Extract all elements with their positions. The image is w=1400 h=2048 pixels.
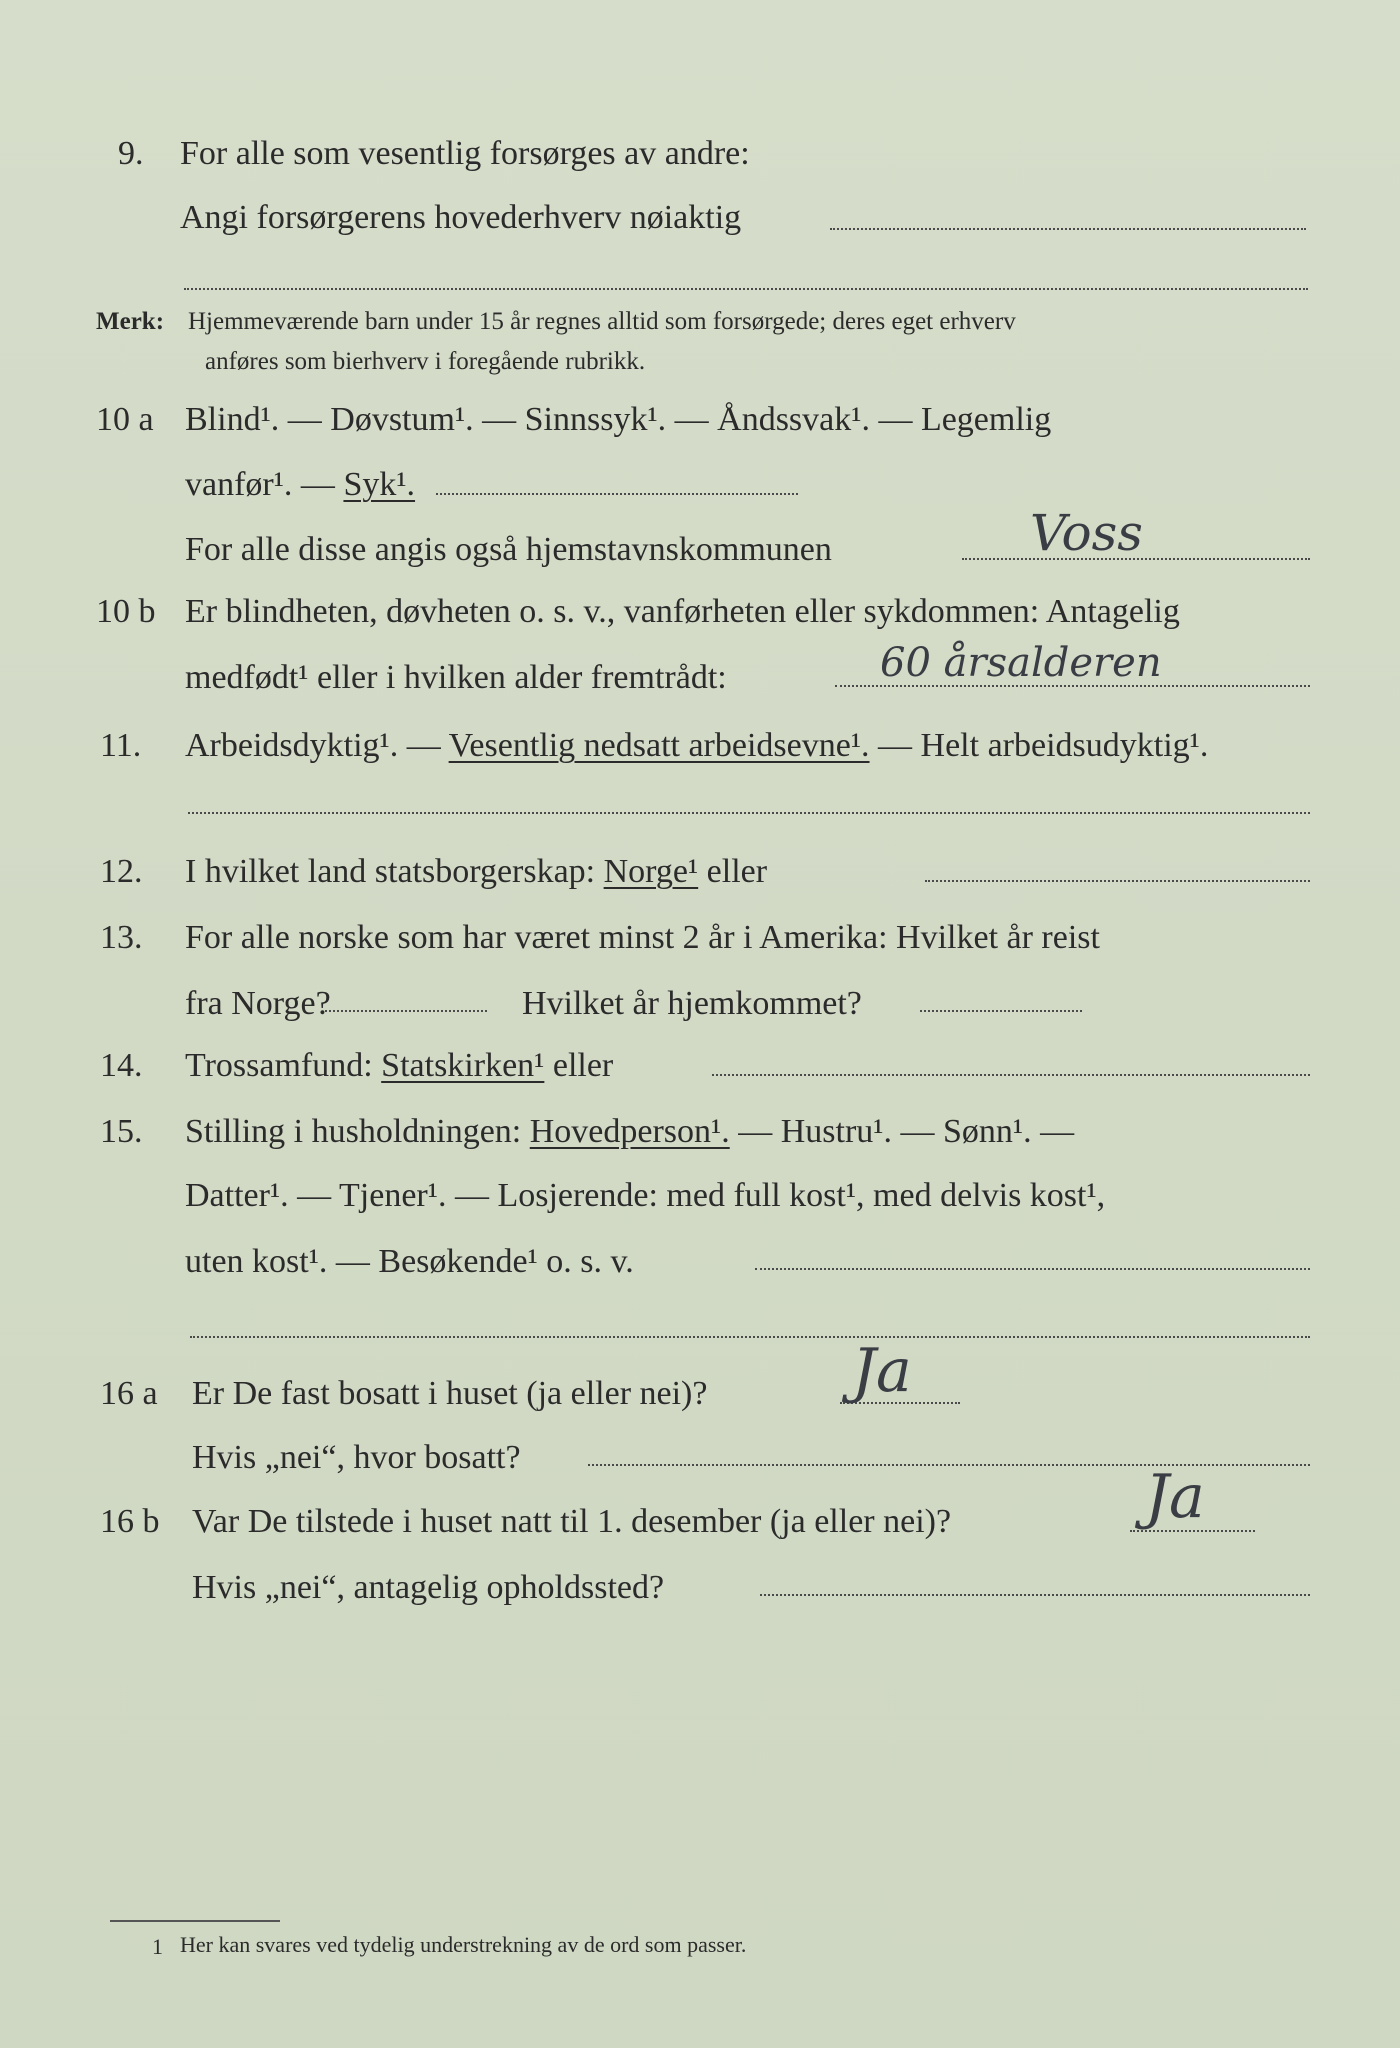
q12-prefix: I hvilket land statsborgerskap:	[185, 853, 604, 890]
q15-answer-line[interactable]	[755, 1268, 1310, 1270]
q13-line2b: Hvilket år hjemkommet?	[522, 985, 862, 1022]
q15-option-hovedperson[interactable]: Hovedperson¹.	[529, 1113, 730, 1150]
q10b-line1: Er blindheten, døvheten o. s. v., vanførheten eller sykdommen: Antagelig	[185, 593, 1180, 630]
q11-number: 11.	[100, 727, 142, 764]
q13-reist-answer-line[interactable]	[325, 1010, 487, 1012]
q10b-number: 10 b	[96, 593, 156, 630]
q14-suffix: eller	[544, 1047, 614, 1084]
footnote-mark: 1	[152, 1934, 163, 1959]
q15-line1	[185, 1112, 1074, 1152]
merk-line2: anføres som bierhverv i foregående rubrikk.	[205, 348, 646, 375]
q16b-line1: Var De tilstede i huset natt til 1. desember (ja eller nei)?	[192, 1503, 952, 1540]
q13-number: 13.	[100, 919, 143, 956]
q11-option-arbeidsdyktig[interactable]: Arbeidsdyktig¹. —	[185, 727, 449, 764]
q15-number: 15.	[100, 1113, 143, 1150]
q10b-handwritten-answer: 60 årsalderen	[880, 640, 1162, 686]
q10a-syk-option[interactable]: Syk¹.	[343, 466, 416, 503]
q10a-line2	[185, 465, 415, 505]
q14-line	[185, 1046, 613, 1086]
q10a-line1: Blind¹. — Døvstum¹. — Sinnssyk¹. — Åndssvak¹. — Legemlig	[185, 401, 1052, 438]
q15-options-rest[interactable]: — Hustru¹. — Sønn¹. —	[729, 1113, 1075, 1150]
q11-extra-line[interactable]	[188, 812, 1310, 814]
q16a-handwritten-answer: Ja	[852, 1336, 912, 1406]
q12-number: 12.	[100, 853, 143, 890]
q10a-line3: For alle disse angis også hjemstavnskommunen	[185, 531, 832, 568]
q13-hjemkommet-answer-line[interactable]	[920, 1010, 1082, 1012]
q11-option-udyktig[interactable]: — Helt arbeidsudyktig¹.	[869, 727, 1209, 764]
merk-line1: Hjemmeværende barn under 15 år regnes alltid som forsørgede; deres eget erhverv	[188, 308, 1016, 335]
q11-line	[185, 726, 1208, 766]
q16b-handwritten-answer: Ja	[1145, 1462, 1205, 1532]
q9-answer-line-2[interactable]	[184, 288, 1308, 290]
q16b-number: 16 b	[100, 1503, 160, 1540]
q13-line1: For alle norske som har været minst 2 år i Amerika: Hvilket år reist	[185, 919, 1100, 956]
q15-line2[interactable]: Datter¹. — Tjener¹. — Losjerende: med full kost¹, med delvis kost¹,	[185, 1177, 1106, 1214]
q12-line	[185, 852, 767, 892]
q14-answer-line[interactable]	[712, 1074, 1310, 1076]
q10a-line2-dots	[436, 493, 798, 495]
q9-line1: For alle som vesentlig forsørges av andre:	[180, 135, 750, 172]
q9-number: 9.	[118, 135, 144, 172]
q15-extra-line[interactable]	[190, 1336, 1310, 1338]
footnote-rule	[110, 1920, 280, 1922]
merk-label: Merk:	[96, 308, 165, 335]
q16b-line2: Hvis „nei“, antagelig opholdssted?	[192, 1569, 665, 1606]
q12-answer-line[interactable]	[925, 880, 1310, 882]
q10a-number: 10 a	[96, 401, 154, 438]
q14-option-statskirken[interactable]: Statskirken¹	[381, 1047, 545, 1084]
q12-suffix: eller	[698, 853, 768, 890]
q14-number: 14.	[100, 1047, 143, 1084]
q11-option-nedsatt[interactable]: Vesentlig nedsatt arbeidsevne¹.	[448, 727, 870, 764]
q15-line3[interactable]: uten kost¹. — Besøkende¹ o. s. v.	[185, 1243, 634, 1280]
q16b-answer-line-2[interactable]	[760, 1594, 1310, 1596]
q12-option-norge[interactable]: Norge¹	[603, 853, 699, 890]
q9-line2: Angi forsørgerens hovederhverv nøiaktig	[180, 199, 742, 236]
q16a-line2: Hvis „nei“, hvor bosatt?	[192, 1439, 521, 1476]
q10b-line2: medfødt¹ eller i hvilken alder fremtrådt:	[185, 659, 727, 696]
q13-line2a: fra Norge?	[185, 985, 331, 1022]
q10a-handwritten-answer: Voss	[1030, 504, 1143, 562]
q15-prefix: Stilling i husholdningen:	[185, 1113, 530, 1150]
q16a-line1: Er De fast bosatt i huset (ja eller nei)?	[192, 1375, 708, 1412]
q16a-number: 16 a	[100, 1375, 158, 1412]
footnote-text: Her kan svares ved tydelig understrekning av de ord som passer.	[180, 1932, 747, 1957]
q9-answer-line[interactable]	[830, 228, 1306, 230]
q14-prefix: Trossamfund:	[185, 1047, 382, 1084]
q10a-line2-prefix: vanfør¹. —	[185, 466, 344, 503]
